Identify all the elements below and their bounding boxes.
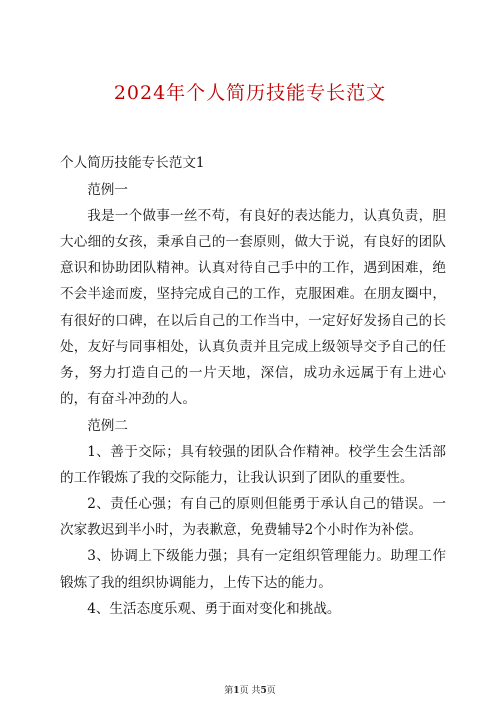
list-item: 2、责任心强；有自己的原则但能勇于承认自己的错误。一次家教迟到半小时，为表歉意，免费辅导2个小时作为补偿。 xyxy=(60,496,446,539)
footer-suffix: 页 xyxy=(266,686,276,696)
document-title: 2024年个人简历技能专长范文 xyxy=(113,82,387,104)
list-item: 1、善于交际；具有较强的团队合作精神。校学生会生活部的工作锻炼了我的交际能力，让我认识到了团队的重要性。 xyxy=(60,444,446,487)
document-body xyxy=(60,150,446,622)
footer-current-page: 1 xyxy=(233,686,240,696)
page-footer xyxy=(0,683,500,696)
footer-prefix: 第 xyxy=(224,686,234,696)
list-item: 4、生活态度乐观、勇于面对变化和挑战。 xyxy=(87,600,341,617)
footer-middle: 页 共 xyxy=(239,686,261,696)
section-paragraph-1: 我是一个做事一丝不苟，有良好的表达能力，认真负责，胆大心细的女孩，秉承自己的一套原则，做大于说，有良好的团队意识和协助团队精神。认真对待自己手中的工作，遇到困难，绝不会半途而废，坚持完成自己的工作，克服困难。在朋友圈中，有很好的口碑，在以后自己的工作当中，一定好好发扬自己的长处，友好与同事相处，认真负责并且完成上级领导交予自己的任务，努力打造自己的一片天地，深信，成功永远属于有上进心的，有奋斗冲劲的人。 xyxy=(60,208,446,407)
section-label-2: 范例二 xyxy=(87,417,128,434)
section-label-1: 范例一 xyxy=(87,182,128,199)
footer-total-pages: 5 xyxy=(260,686,267,696)
document-subtitle: 个人简历技能专长范文1 xyxy=(60,155,205,171)
list-item: 3、协调上下级能力强；具有一定组织管理能力。助理工作锻炼了我的组织协调能力，上传下达的能力。 xyxy=(60,548,446,591)
